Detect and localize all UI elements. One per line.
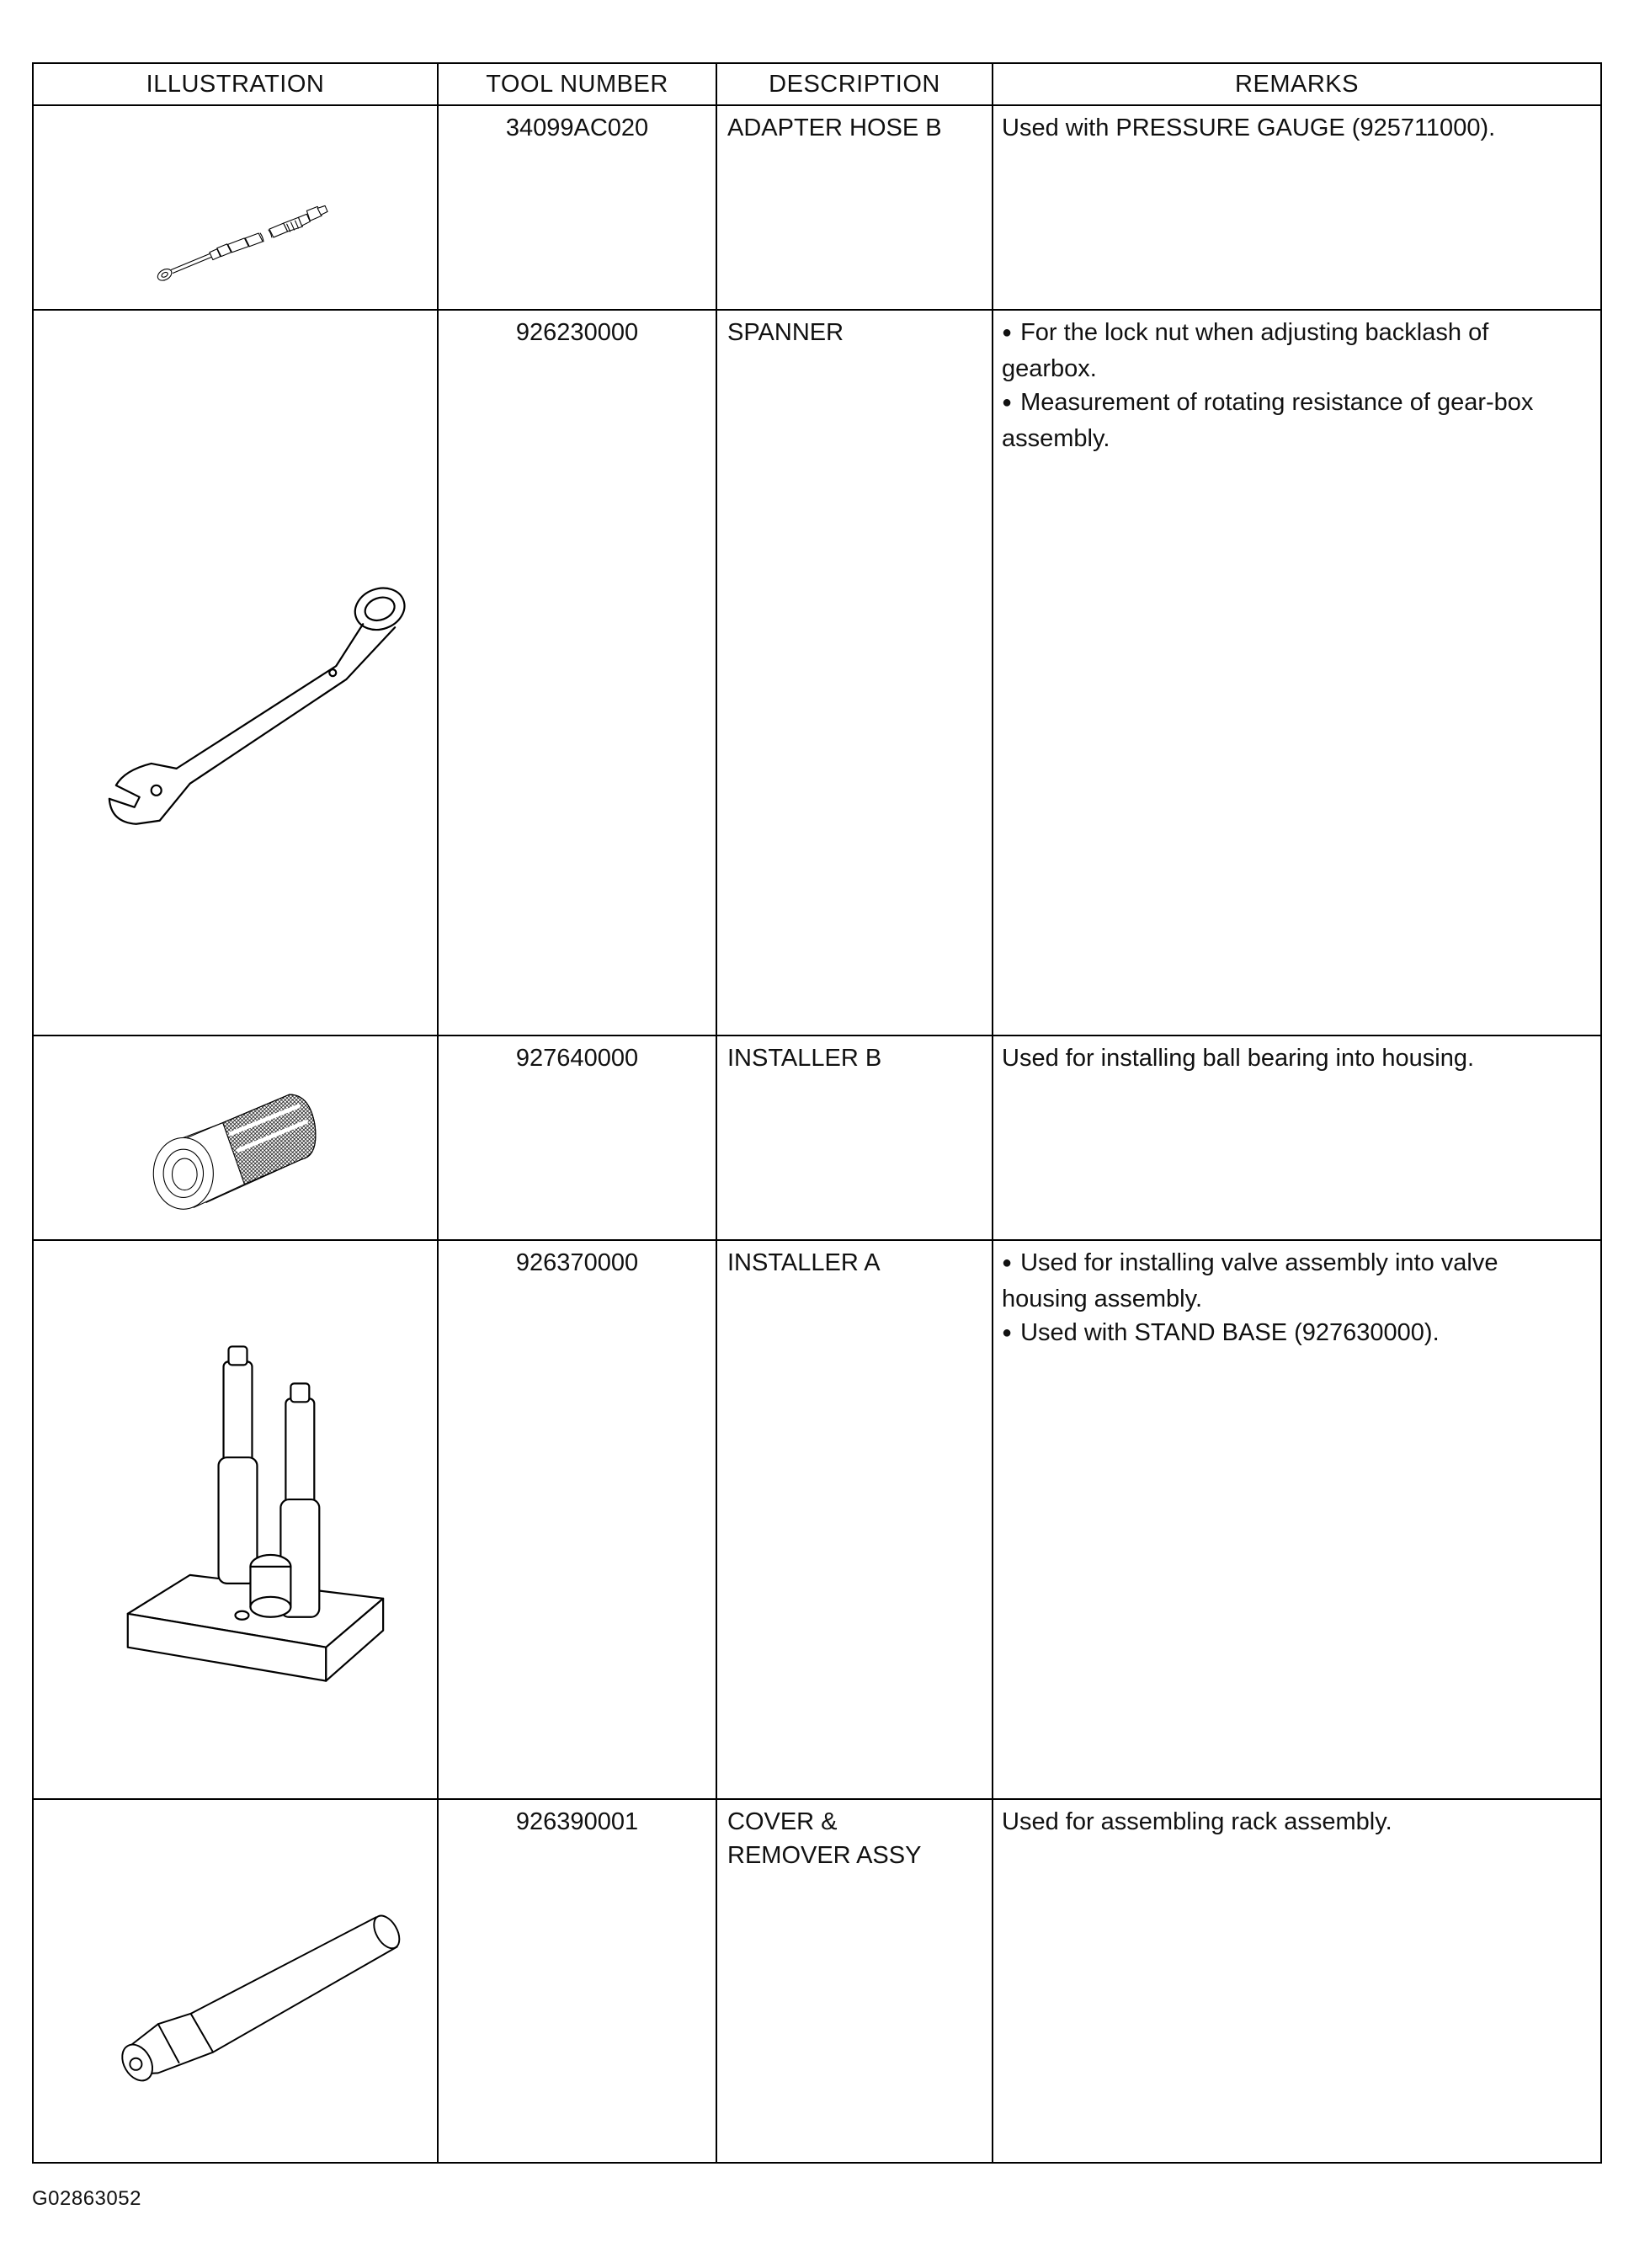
figure-code: G02863052 bbox=[32, 2187, 141, 2210]
table-row bbox=[34, 1036, 1600, 1240]
tool-number-cell: 926390001 bbox=[438, 1799, 716, 2162]
illustration-cell bbox=[34, 310, 438, 1036]
installer-b-icon bbox=[34, 1036, 437, 1239]
header-description: DESCRIPTION bbox=[716, 64, 993, 105]
tool-number-cell: 926370000 bbox=[438, 1240, 716, 1799]
table-row bbox=[34, 1799, 1600, 2162]
illustration-cell bbox=[34, 1799, 438, 2162]
table-row bbox=[34, 310, 1600, 1036]
remarks-cell bbox=[993, 105, 1600, 310]
remarks-cell bbox=[993, 310, 1600, 1036]
remarks-cell bbox=[993, 1240, 1600, 1799]
tool-number-cell: 927640000 bbox=[438, 1036, 716, 1240]
illustration-cell bbox=[34, 105, 438, 310]
description-line: SPANNER bbox=[727, 318, 844, 346]
special-tools-table-frame bbox=[32, 62, 1602, 2164]
description-line: COVER & bbox=[727, 1807, 838, 1835]
tool-number-cell: 34099AC020 bbox=[438, 105, 716, 310]
remark-bullet-item: ● For the lock nut when adjusting backlash of gearbox. bbox=[1002, 316, 1590, 386]
remarks-cell bbox=[993, 1799, 1600, 2162]
illustration-cell bbox=[34, 1036, 438, 1240]
remark-bullet-item: ● Used for installing valve assembly into valve housing assembly. bbox=[1002, 1246, 1590, 1316]
description-line: INSTALLER A bbox=[727, 1248, 881, 1276]
description-cell bbox=[716, 1799, 993, 2162]
remark-text: Used for installing ball bearing into housing. bbox=[1002, 1045, 1475, 1073]
remark-text: Used for assembling rack assembly. bbox=[1002, 1807, 1392, 1835]
remarks-cell bbox=[993, 1036, 1600, 1240]
description-line: ADAPTER HOSE B bbox=[727, 114, 942, 141]
description-line: REMOVER ASSY bbox=[727, 1841, 922, 1869]
table-header-row bbox=[34, 64, 1600, 105]
header-remarks: REMARKS bbox=[993, 64, 1600, 105]
description-cell bbox=[716, 1036, 993, 1240]
remark-text: Used with PRESSURE GAUGE (925711000). bbox=[1002, 114, 1496, 141]
remark-bullet-item: ● Measurement of rotating resistance of gear-box assembly. bbox=[1002, 386, 1590, 455]
tool-number-cell: 926230000 bbox=[438, 310, 716, 1036]
adapter-hose-icon bbox=[34, 106, 437, 309]
table-row bbox=[34, 1240, 1600, 1799]
description-cell bbox=[716, 105, 993, 310]
cover-remover-icon bbox=[34, 1800, 437, 2162]
illustration-cell bbox=[34, 1240, 438, 1799]
spanner-icon bbox=[34, 311, 437, 1035]
special-tools-table bbox=[34, 64, 1600, 2162]
installer-a-icon bbox=[34, 1241, 437, 1798]
header-tool-number: TOOL NUMBER bbox=[438, 64, 716, 105]
header-illustration: ILLUSTRATION bbox=[34, 64, 438, 105]
remark-bullet-item: ● Used with STAND BASE (927630000). bbox=[1002, 1316, 1590, 1352]
description-cell bbox=[716, 310, 993, 1036]
description-line: INSTALLER B bbox=[727, 1045, 882, 1073]
table-row bbox=[34, 105, 1600, 310]
description-cell bbox=[716, 1240, 993, 1799]
